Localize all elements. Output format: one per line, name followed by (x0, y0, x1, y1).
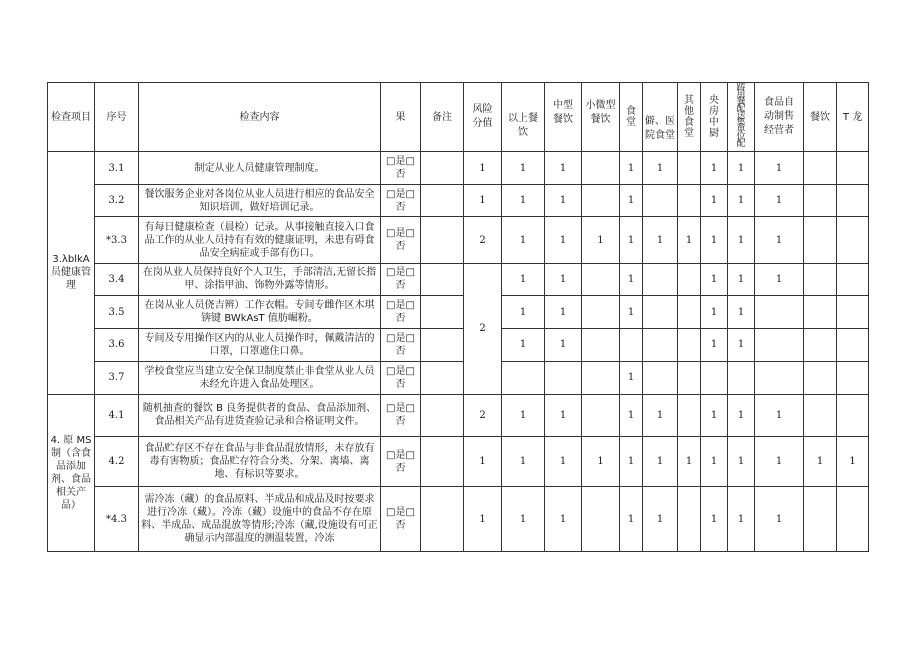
group-label: 4. 原 MS 制（含食 品添加 剂、食品 相关产 品） (48, 394, 95, 551)
row-mark (582, 185, 620, 217)
row-mark: 1 (728, 152, 755, 185)
row-mark: 1 (620, 394, 643, 436)
row-mark: 1 (620, 437, 643, 487)
row-mark (678, 263, 701, 295)
header-school-hospital-canteen: 僻、医 院食堂 (643, 83, 678, 152)
row-mark: 1 (755, 394, 804, 436)
row-mark (837, 185, 869, 217)
row-seq: *4.3 (95, 487, 139, 552)
row-mark: 1 (502, 296, 545, 329)
header-t-dragon: T 龙 (837, 83, 869, 152)
header-catering: 餐饮 (804, 83, 837, 152)
row-content: 随机抽查的餐饮 B 良务提供者的食品、食品添加剂、食品相关产品有进货查验记录和合格证明文件。 (139, 394, 381, 436)
row-mark: 1 (620, 263, 643, 295)
row-mark (582, 263, 620, 295)
row-result-checkbox[interactable]: □是□ 否 (381, 361, 421, 394)
row-seq: 4.1 (95, 394, 139, 436)
row-mark (837, 152, 869, 185)
header-risk-value: 风险 分值 (464, 83, 502, 152)
row-mark: 1 (701, 217, 728, 263)
row-seq: 3.5 (95, 296, 139, 329)
row-mark (678, 394, 701, 436)
row-result-checkbox[interactable]: □是□ 否 (381, 487, 421, 552)
row-mark: 1 (755, 437, 804, 487)
row-risk: 1 (464, 437, 502, 487)
row-mark: 1 (728, 437, 755, 487)
row-content: 需冷冻（藏）的食品原料、半成品和成品及时按要求进行冷冻（藏）。冷冻（藏）设施中的食品不存在原料、半成品、成品混放等情形;冷冻（藏,设施设有可正确显示内部温度的测温装置，冷冻 (139, 487, 381, 552)
row-mark: 1 (582, 437, 620, 487)
row-mark (837, 329, 869, 361)
row-content: 有每日健康检查（晨检）记录。从事接触直接入口食品工作的从业人员持有有效的健康证明，未患有碍食品安全病症或手部有伤口。 (139, 217, 381, 263)
row-content: 食品贮存区不存在食品与非食品混放情形，未存放有毒有害物质；食品贮存符合分类、分架、离墙、离地、有标识等要求。 (139, 437, 381, 487)
row-mark: 1 (804, 437, 837, 487)
row-content: 在岗从业人员保持良好个人卫生，手部清洁,无留长指甲、涂指甲油、饰物外露等情形。 (139, 263, 381, 295)
row-mark: 1 (502, 263, 545, 295)
row-mark (678, 185, 701, 217)
header-other-canteen: 其 他 食 堂 (678, 83, 701, 152)
row-mark: 1 (728, 217, 755, 263)
row-mark: 1 (643, 152, 678, 185)
header-seq: 序号 (95, 83, 139, 152)
header-row (48, 83, 869, 152)
row-mark (678, 487, 701, 552)
row-mark: 1 (701, 329, 728, 361)
row-mark: 1 (502, 329, 545, 361)
row-mark (502, 361, 545, 394)
row-mark: 1 (502, 487, 545, 552)
row-mark (837, 263, 869, 295)
row-mark: 1 (837, 437, 869, 487)
row-result-checkbox[interactable]: □是□ 否 (381, 296, 421, 329)
row-mark: 1 (620, 217, 643, 263)
row-mark: 1 (545, 487, 582, 552)
row-seq: 3.1 (95, 152, 139, 185)
row-mark: 1 (701, 296, 728, 329)
table-row (48, 296, 869, 329)
row-mark (804, 263, 837, 295)
row-risk-shared: 2 (464, 263, 502, 394)
row-remark[interactable] (421, 152, 464, 185)
row-mark (643, 296, 678, 329)
header-item: 检查项目 (48, 83, 95, 152)
row-result-checkbox[interactable]: □是□ 否 (381, 329, 421, 361)
row-remark[interactable] (421, 394, 464, 436)
header-small-catering: 小微型 餐饮 (582, 83, 620, 152)
row-mark (620, 329, 643, 361)
row-mark: 1 (620, 361, 643, 394)
table-row (48, 437, 869, 487)
row-mark (804, 487, 837, 552)
table-row (48, 487, 869, 552)
row-mark (837, 394, 869, 436)
header-result: 果 (381, 83, 421, 152)
table-row (48, 361, 869, 394)
row-mark (837, 296, 869, 329)
row-mark (755, 361, 804, 394)
row-mark: 1 (545, 217, 582, 263)
row-seq: 3.4 (95, 263, 139, 295)
row-mark (678, 152, 701, 185)
row-result-checkbox[interactable]: □是□ 否 (381, 437, 421, 487)
header-auto-vending: 食品自 动制售 经营者 (755, 83, 804, 152)
header-canteen: 食堂 (620, 83, 643, 152)
row-mark: 1 (701, 152, 728, 185)
row-mark: 1 (545, 185, 582, 217)
row-mark: 1 (620, 487, 643, 552)
row-mark: 1 (620, 296, 643, 329)
row-result-checkbox[interactable]: □是□ 否 (381, 394, 421, 436)
row-mark: 1 (582, 217, 620, 263)
row-mark (755, 296, 804, 329)
row-result-checkbox[interactable]: □是□ 否 (381, 152, 421, 185)
row-seq: 3.7 (95, 361, 139, 394)
row-mark (582, 152, 620, 185)
row-mark: 1 (620, 185, 643, 217)
header-collective-meal: 踌 用 餐 配 送 集 单 位 配 (728, 83, 755, 152)
row-content: 制定从业人员健康管理制度。 (139, 152, 381, 185)
row-mark (804, 152, 837, 185)
row-mark (643, 329, 678, 361)
row-mark: 1 (678, 217, 701, 263)
row-content: 餐饮服务企业对各岗位从业人员进行相应的食品安全知识培训，做好培训记录。 (139, 185, 381, 217)
row-remark[interactable] (421, 329, 464, 361)
table-row (48, 152, 869, 185)
row-mark (804, 217, 837, 263)
row-mark (804, 394, 837, 436)
row-mark: 1 (545, 152, 582, 185)
row-mark: 1 (545, 394, 582, 436)
row-mark: 1 (755, 185, 804, 217)
row-mark: 1 (728, 296, 755, 329)
row-mark: 1 (728, 263, 755, 295)
row-seq: 3.6 (95, 329, 139, 361)
row-seq: *3.3 (95, 217, 139, 263)
row-seq: 4.2 (95, 437, 139, 487)
row-mark (582, 487, 620, 552)
table-row (48, 394, 869, 436)
row-remark[interactable] (421, 487, 464, 552)
row-content: 在岗从业人员侥吉辨）工作衣帽。专间专雌作区木琪锛键 BWkAsT 值肪崛粉。 (139, 296, 381, 329)
row-mark (582, 361, 620, 394)
row-mark (804, 361, 837, 394)
row-mark (837, 487, 869, 552)
header-remark: 备注 (421, 83, 464, 152)
row-mark (582, 329, 620, 361)
table-row (48, 329, 869, 361)
row-remark[interactable] (421, 361, 464, 394)
group-label: 3.λblkA 员健康管 理 (48, 152, 95, 395)
row-mark: 1 (545, 263, 582, 295)
row-mark: 1 (545, 296, 582, 329)
row-result-checkbox[interactable]: □是□ 否 (381, 263, 421, 295)
row-mark (728, 361, 755, 394)
row-content: 学校食堂应当建立安全保卫制度禁止非食堂从业人员未经允许进入食品处理区。 (139, 361, 381, 394)
row-mark: 1 (502, 437, 545, 487)
row-mark (582, 394, 620, 436)
row-risk: 1 (464, 487, 502, 552)
table-row (48, 263, 869, 295)
header-medium-catering: 中型 餐饮 (545, 83, 582, 152)
row-mark (804, 296, 837, 329)
row-remark[interactable] (421, 263, 464, 295)
row-mark: 1 (643, 437, 678, 487)
table-row (48, 217, 869, 263)
row-mark: 1 (701, 394, 728, 436)
row-mark: 1 (502, 394, 545, 436)
row-mark: 1 (502, 217, 545, 263)
row-risk: 2 (464, 217, 502, 263)
row-mark: 1 (755, 152, 804, 185)
row-mark: 1 (502, 185, 545, 217)
inspection-table (47, 82, 869, 552)
row-mark: 1 (678, 437, 701, 487)
row-mark (804, 185, 837, 217)
row-remark[interactable] (421, 217, 464, 263)
row-mark: 1 (755, 263, 804, 295)
row-risk: 2 (464, 394, 502, 436)
row-mark: 1 (643, 217, 678, 263)
row-mark: 1 (728, 329, 755, 361)
row-mark: 1 (701, 487, 728, 552)
row-mark (678, 361, 701, 394)
row-mark: 1 (643, 487, 678, 552)
row-mark: 1 (643, 394, 678, 436)
row-mark: 1 (755, 217, 804, 263)
row-mark (837, 217, 869, 263)
row-mark: 1 (502, 152, 545, 185)
header-content: 检查内容 (139, 83, 381, 152)
row-mark (582, 296, 620, 329)
row-mark (678, 296, 701, 329)
row-mark: 1 (701, 185, 728, 217)
table-row (48, 185, 869, 217)
row-remark[interactable] (421, 437, 464, 487)
row-mark (643, 361, 678, 394)
row-mark (701, 361, 728, 394)
row-mark (755, 329, 804, 361)
row-risk: 1 (464, 185, 502, 217)
row-seq: 3.2 (95, 185, 139, 217)
row-result-checkbox[interactable]: □是□ 否 (381, 185, 421, 217)
row-mark: 1 (620, 152, 643, 185)
row-mark: 1 (545, 437, 582, 487)
header-large-catering: 以上餐 饮 (502, 83, 545, 152)
row-mark (643, 185, 678, 217)
row-result-checkbox[interactable]: □是□ 否 (381, 217, 421, 263)
row-mark (545, 361, 582, 394)
row-mark: 1 (728, 185, 755, 217)
row-mark: 1 (728, 394, 755, 436)
row-remark[interactable] (421, 185, 464, 217)
row-content: 专间及专用操作区内的从业人员操作时，佩戴清洁的口罩，口罩遮住口鼻。 (139, 329, 381, 361)
row-mark (837, 361, 869, 394)
row-remark[interactable] (421, 296, 464, 329)
row-mark: 1 (701, 263, 728, 295)
row-mark (678, 329, 701, 361)
row-mark (643, 263, 678, 295)
row-mark (804, 329, 837, 361)
row-mark: 1 (545, 329, 582, 361)
row-mark: 1 (755, 487, 804, 552)
row-mark: 1 (728, 487, 755, 552)
header-central-kitchen: 央 房 中 厨 (701, 83, 728, 152)
row-risk: 1 (464, 152, 502, 185)
row-mark: 1 (701, 437, 728, 487)
